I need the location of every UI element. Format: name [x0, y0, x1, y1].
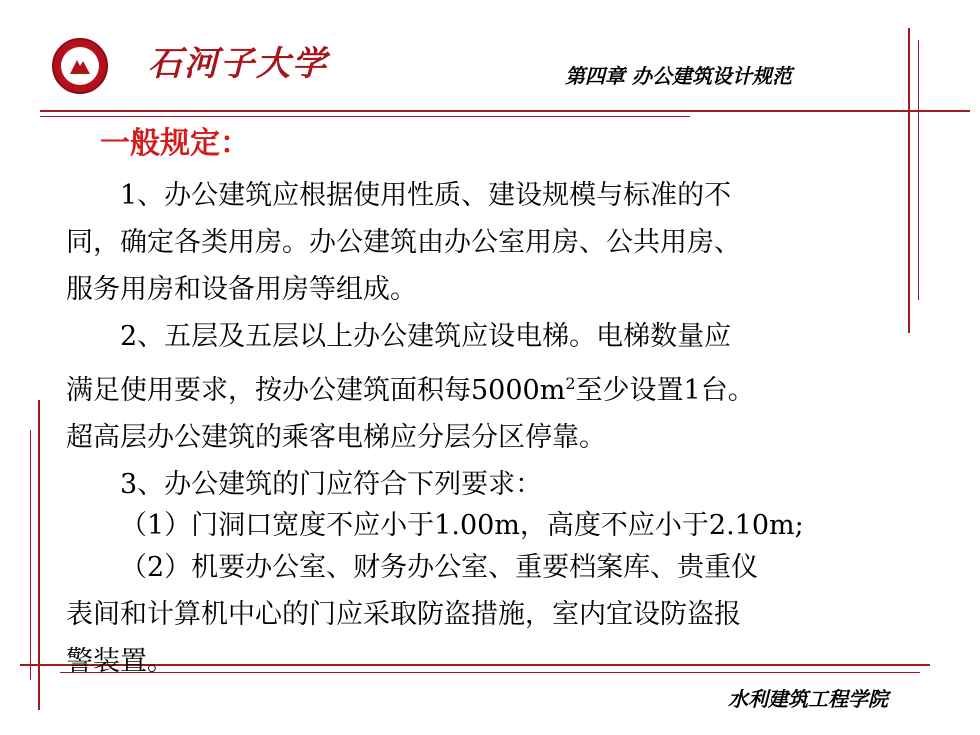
- left-vertical-rule-2: [30, 430, 31, 680]
- header-divider: [40, 110, 970, 112]
- right-vertical-rule: [908, 28, 910, 333]
- paragraph-line: 表间和计算机中心的门应采取防盗措施，室内宜设防盗报: [66, 599, 741, 630]
- paragraph-line: 超高层办公建筑的乘客电梯应分层分区停靠。: [66, 422, 606, 453]
- paragraph-line: 3、办公建筑的门应符合下列要求：: [120, 469, 543, 500]
- chapter-title: 第四章 办公建筑设计规范: [565, 64, 792, 88]
- paragraph-line: 同，确定各类用房。办公建筑由办公室用房、公共用房、: [66, 227, 741, 258]
- superscript: 2: [565, 374, 576, 393]
- university-name: 石河子大学: [148, 44, 328, 84]
- paragraph-line: 服务用房和设备用房等组成。: [66, 274, 417, 305]
- paragraph-line: （1）门洞口宽度不应小于1.00m，高度不应小于2.10m;: [120, 510, 804, 541]
- section-heading: 一般规定：: [100, 126, 250, 161]
- header-divider-thin: [40, 116, 690, 117]
- paragraph-text: 至少设置1台。: [575, 375, 755, 406]
- paragraph-line: [66, 360, 906, 414]
- college-name: 水利建筑工程学院: [728, 687, 888, 711]
- paragraph-line: 2、五层及五层以上办公建筑应设电梯。电梯数量应: [120, 321, 732, 352]
- mountain-icon: [69, 57, 91, 75]
- right-vertical-rule-2: [918, 40, 919, 300]
- section-body: [66, 172, 906, 685]
- logo-emblem: [61, 47, 99, 85]
- paragraph-line: 警装置。: [66, 646, 174, 677]
- paragraph-text: 满足使用要求，按办公建筑面积每5000m: [66, 375, 566, 406]
- university-logo: [52, 38, 108, 94]
- paragraph-line: （2）机要办公室、财务办公室、重要档案库、贵重仪: [120, 552, 759, 583]
- paragraph-line: 1、办公建筑应根据使用性质、建设规模与标准的不: [120, 180, 732, 211]
